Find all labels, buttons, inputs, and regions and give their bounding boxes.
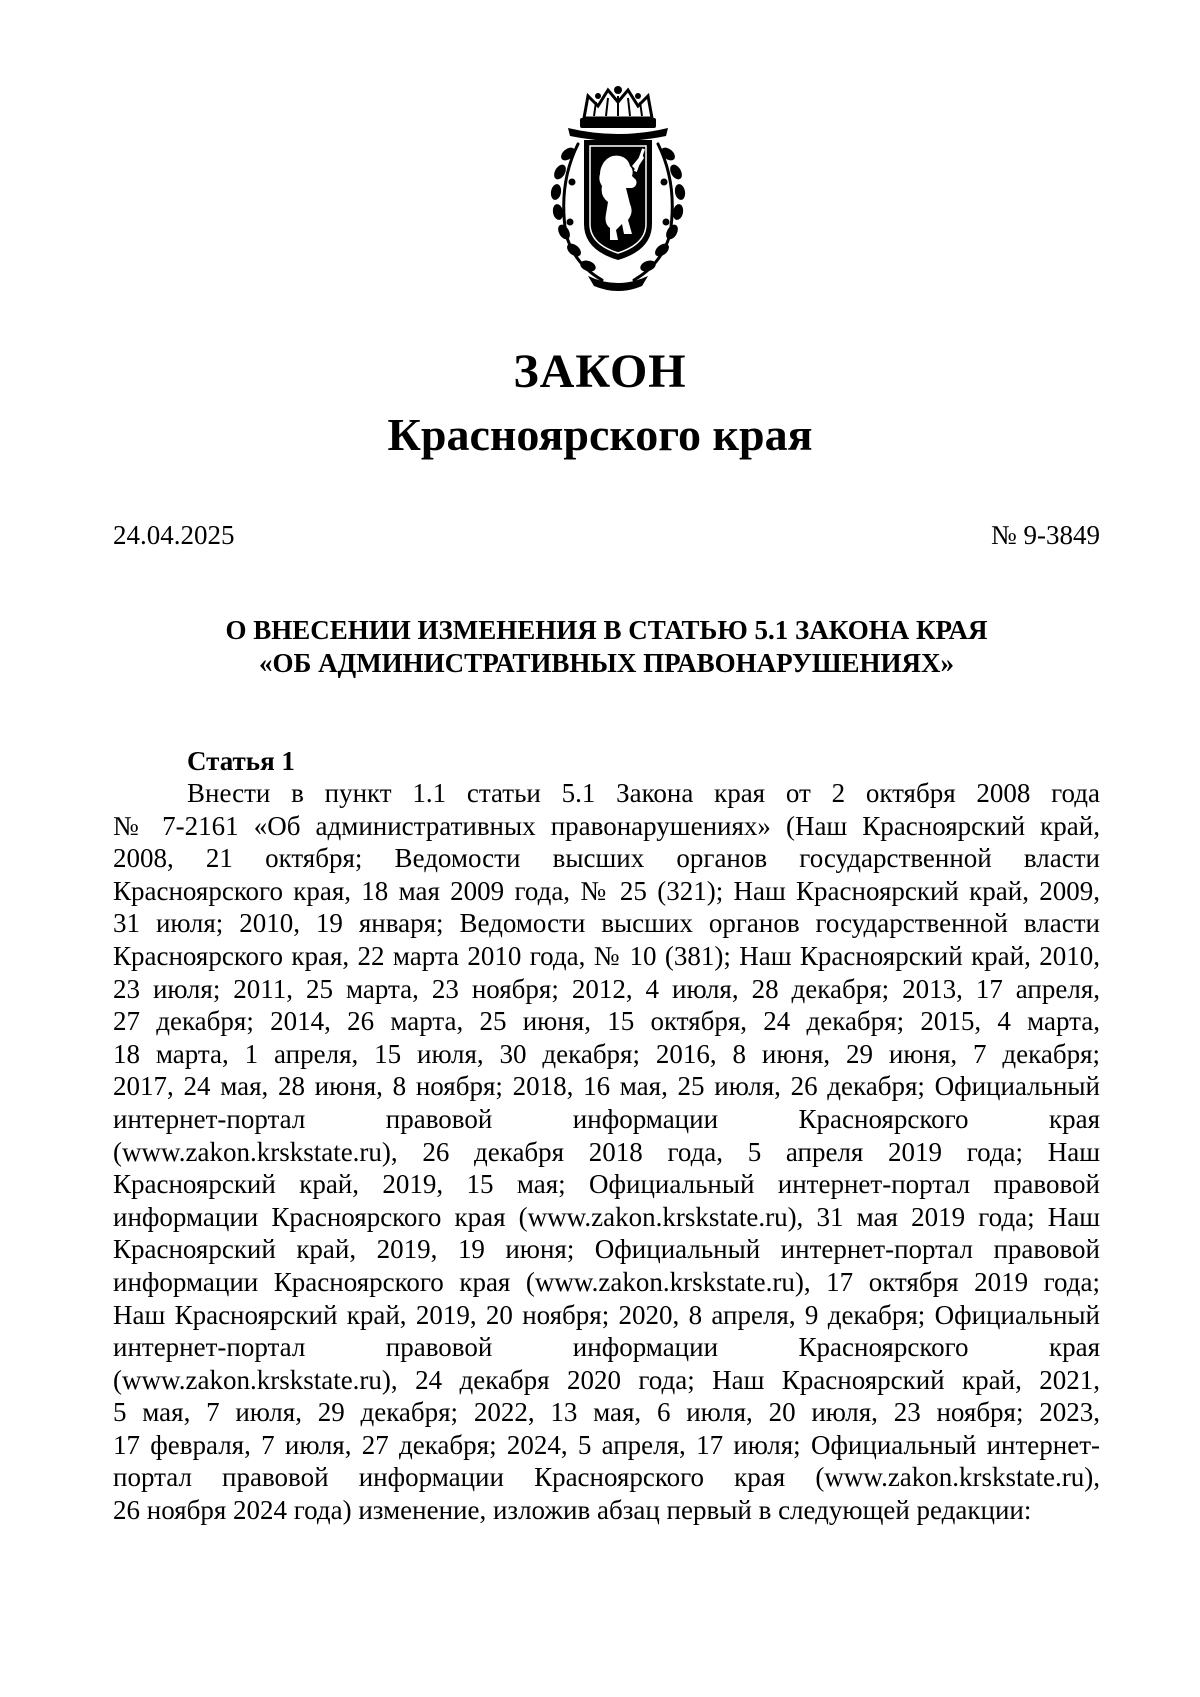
article-text-line: 31 июля; 2010, 19 января; Ведомости высших органов государственной власти xyxy=(113,908,1100,939)
article-body xyxy=(113,777,1100,1527)
law-heading-line: «ОБ АДМИНИСТРАТИВНЫХ ПРАВОНАРУШЕНИЯХ» xyxy=(259,648,954,678)
article-text-line: Красноярского края, 18 мая 2009 года, № 25 (321); Наш Красноярский край, 2009, xyxy=(113,875,1100,906)
document-meta-row xyxy=(113,519,1100,551)
article-text-line: информации Красноярского края (www.zakon.krskstate.ru), 17 октября 2019 года; xyxy=(113,1266,1100,1297)
article-text-line: 2017, 24 мая, 28 июня, 8 ноября; 2018, 16 мая, 25 июля, 26 декабря; Официальный xyxy=(113,1071,1100,1102)
article-text-line: 18 марта, 1 апреля, 15 июля, 30 декабря; 2016, 8 июня, 29 июня, 7 декабря; xyxy=(113,1038,1100,1069)
article-text-line: Красноярского края, 22 марта 2010 года, № 10 (381); Наш Красноярский край, 2010, xyxy=(113,940,1100,971)
article-text-line: 5 мая, 7 июля, 29 декабря; 2022, 13 мая, 6 июля, 20 июля, 23 ноября; 2023, xyxy=(113,1397,1100,1428)
article-text-line: Наш Красноярский край, 2019, 20 ноября; 2020, 8 апреля, 9 декабря; Официальный xyxy=(113,1299,1100,1330)
krasnoyarsk-coat-of-arms-icon xyxy=(538,84,698,294)
law-heading-line: О ВНЕСЕНИИ ИЗМЕНЕНИЯ В СТАТЬЮ 5.1 ЗАКОНА КРАЯ xyxy=(225,615,988,645)
document-number: № 9-3849 xyxy=(990,520,1100,550)
article-text-line: интернет-портал правовой информации Красноярского края xyxy=(113,1332,1100,1363)
article-text-line: (www.zakon.krskstate.ru), 24 декабря 2020 года; Наш Красноярский край, 2021, xyxy=(113,1364,1100,1395)
article-text-line: портал правовой информации Красноярского края (www.zakon.krskstate.ru), xyxy=(113,1462,1100,1493)
article-text-line: Внести в пункт 1.1 статьи 5.1 Закона края от 2 октября 2008 года xyxy=(187,778,1100,808)
article-text-line: 17 февраля, 7 июля, 27 декабря; 2024, 5 апреля, 17 июля; Официальный интернет- xyxy=(113,1429,1100,1460)
article-text-line: (www.zakon.krskstate.ru), 26 декабря 2018 года, 5 апреля 2019 года; Наш xyxy=(113,1136,1100,1167)
law-heading xyxy=(113,614,1100,680)
article-text-line: Красноярский край, 2019, 19 июня; Официальный интернет-портал правовой xyxy=(113,1234,1100,1265)
article-text-line: 23 июля; 2011, 25 марта, 23 ноября; 2012, 4 июля, 28 декабря; 2013, 17 апреля, xyxy=(113,973,1100,1004)
article-text-line: 2008, 21 октября; Ведомости высших органов государственной власти xyxy=(113,843,1100,874)
document-subtitle: Красноярского края xyxy=(387,409,813,460)
article-text-line: Красноярский край, 2019, 15 мая; Официальный интернет-портал правовой xyxy=(113,1169,1100,1200)
document-title: ЗАКОН xyxy=(513,345,687,398)
article-text-line: информации Красноярского края (www.zakon.krskstate.ru), 31 мая 2019 года; Наш xyxy=(113,1201,1100,1232)
article-title: Статья 1 xyxy=(187,746,295,776)
article-text-line: 26 ноября 2024 года) изменение, изложив абзац первый в следующей редакции: xyxy=(113,1495,1032,1526)
article-text-line: 27 декабря; 2014, 26 марта, 25 июня, 15 октября, 24 декабря; 2015, 4 марта, xyxy=(113,1006,1100,1037)
document-date: 24.04.2025 xyxy=(113,520,235,550)
article-text-line: № 7-2161 «Об административных правонарушениях» (Наш Красноярский край, xyxy=(113,810,1100,841)
article-text-line: интернет-портал правовой информации Красноярского края xyxy=(113,1103,1100,1134)
